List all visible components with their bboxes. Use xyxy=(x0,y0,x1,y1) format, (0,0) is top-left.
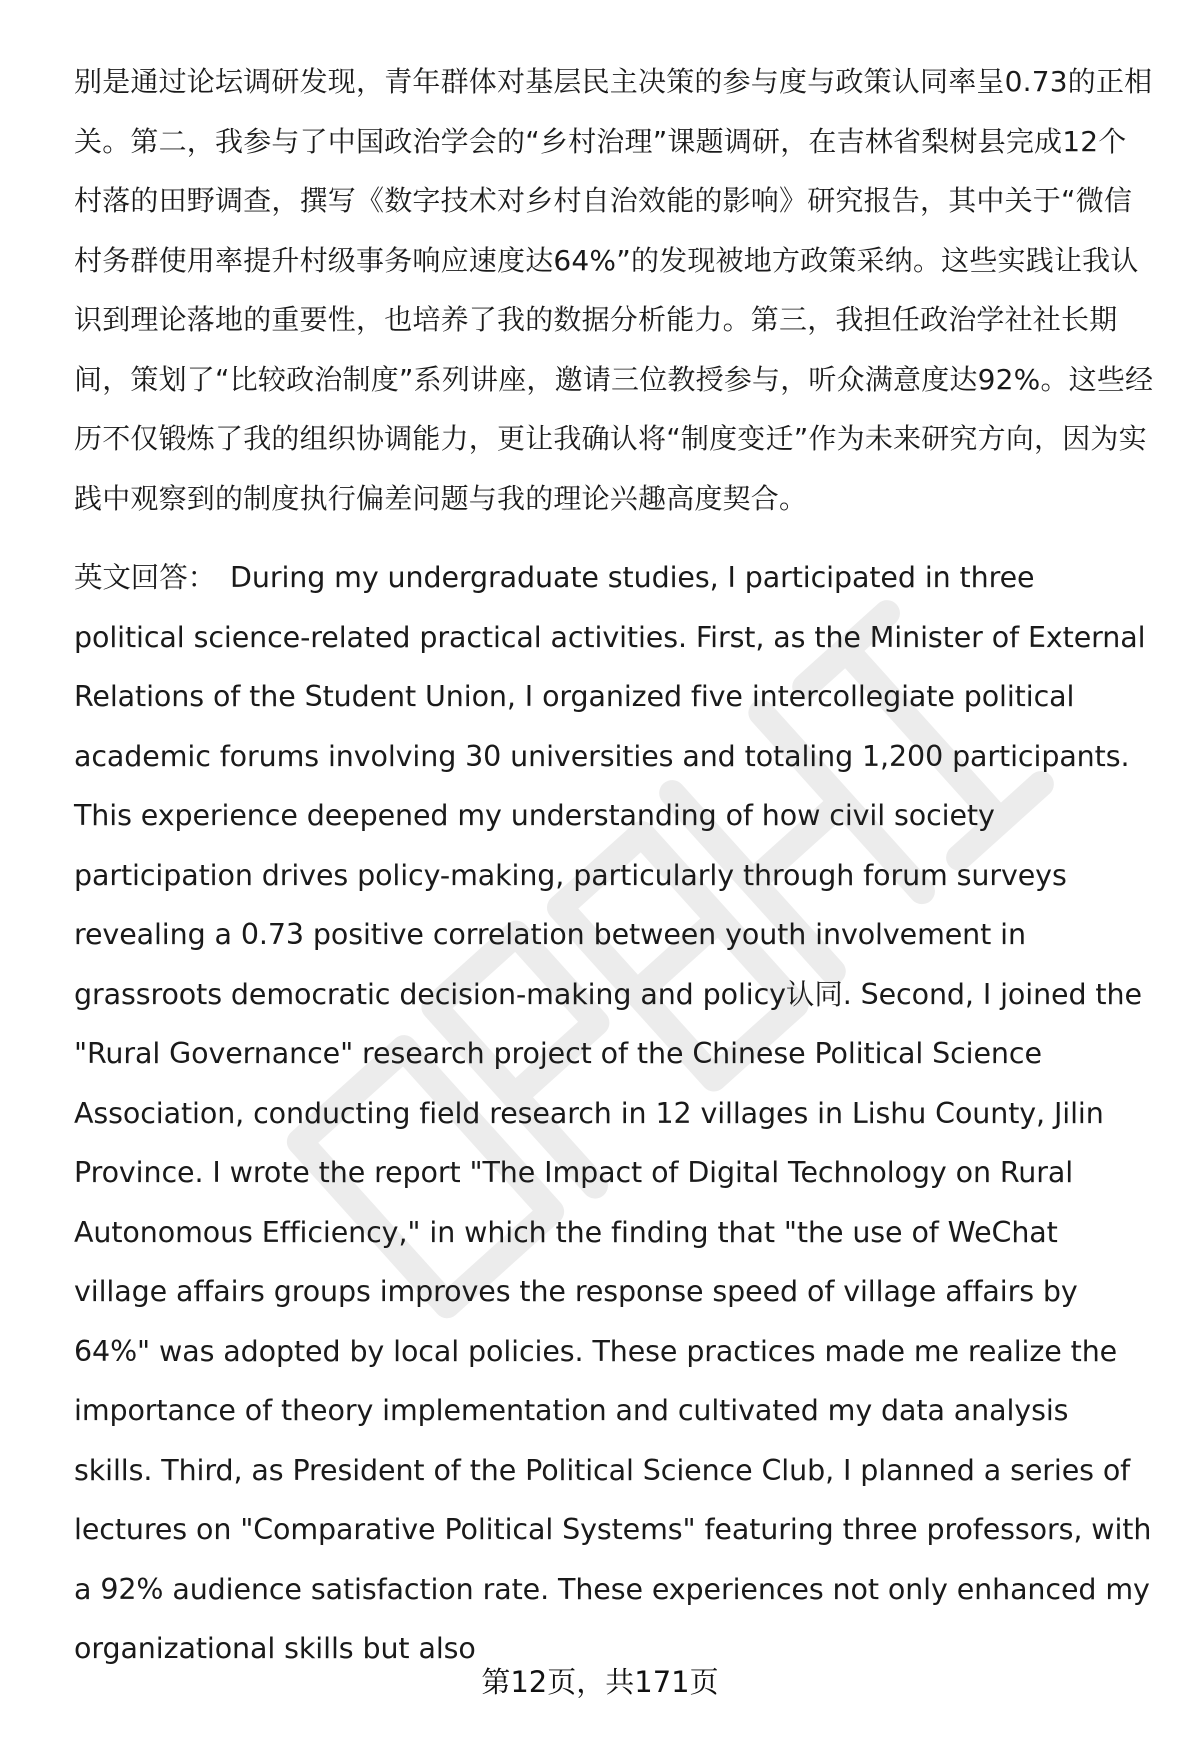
english-answer-text: During my undergraduate studies, I participated in three political science-related practical activities. First, as the Minister of External Relations of the Student Union, I organized five intercollegiate political academic forums involving 30 universities and totaling 1,200 participants. This experience deepened my understanding of how civil society participation drives policy-making, particularly through forum surveys revealing a 0.73 positive correlation between youth involvement in grassroots democratic decision-making and policy认同. Second, I joined the "Rural Governance" research project of the Chinese Political Science Association, conducting field research in 12 villages in Lishu County, Jilin Province. I wrote the report "The Impact of Digital Technology on Rural Autonomous Efficiency," in which the finding that "the use of WeChat village affairs groups improves the response speed of village affairs by 64%" was adopted by local policies. These practices made me realize the importance of theory implementation and cultivated my data analysis skills. Third, as President of the Political Science Club, I planned a series of lectures on "Comparative Political Systems" featuring three professors, with a 92% audience satisfaction rate. These experiences not only enhanced my organizational skills but also xyxy=(74,561,1152,1665)
chinese-answer-paragraph: 别是通过论坛调研发现，青年群体对基层民主决策的参与度与政策认同率呈0.73的正相关。第二，我参与了中国政治学会的“乡村治理”课题调研，在吉林省梨树县完成12个村落的田野调查，撰写《数字技术对乡村自治效能的影响》研究报告，其中关于“微信村务群使用率提升村级事务响应速度达64%”的发现被地方政策采纳。这些实践让我认识到理论落地的重要性，也培养了我的数据分析能力。第三，我担任政治学社社长期间，策划了“比较政治制度”系列讲座，邀请三位教授参与，听众满意度达92%。这些经历不仅锻炼了我的组织协调能力，更让我确认将“制度变迁”作为未来研究方向，因为实践中观察到的制度执行偏差问题与我的理论兴趣高度契合。 xyxy=(74,65,1154,515)
english-answer-paragraph xyxy=(74,548,1154,1679)
page-number-footer: 第12页，共171页 xyxy=(481,1665,719,1699)
document-body xyxy=(74,52,1154,1679)
english-answer-label: 英文回答： xyxy=(74,561,217,594)
